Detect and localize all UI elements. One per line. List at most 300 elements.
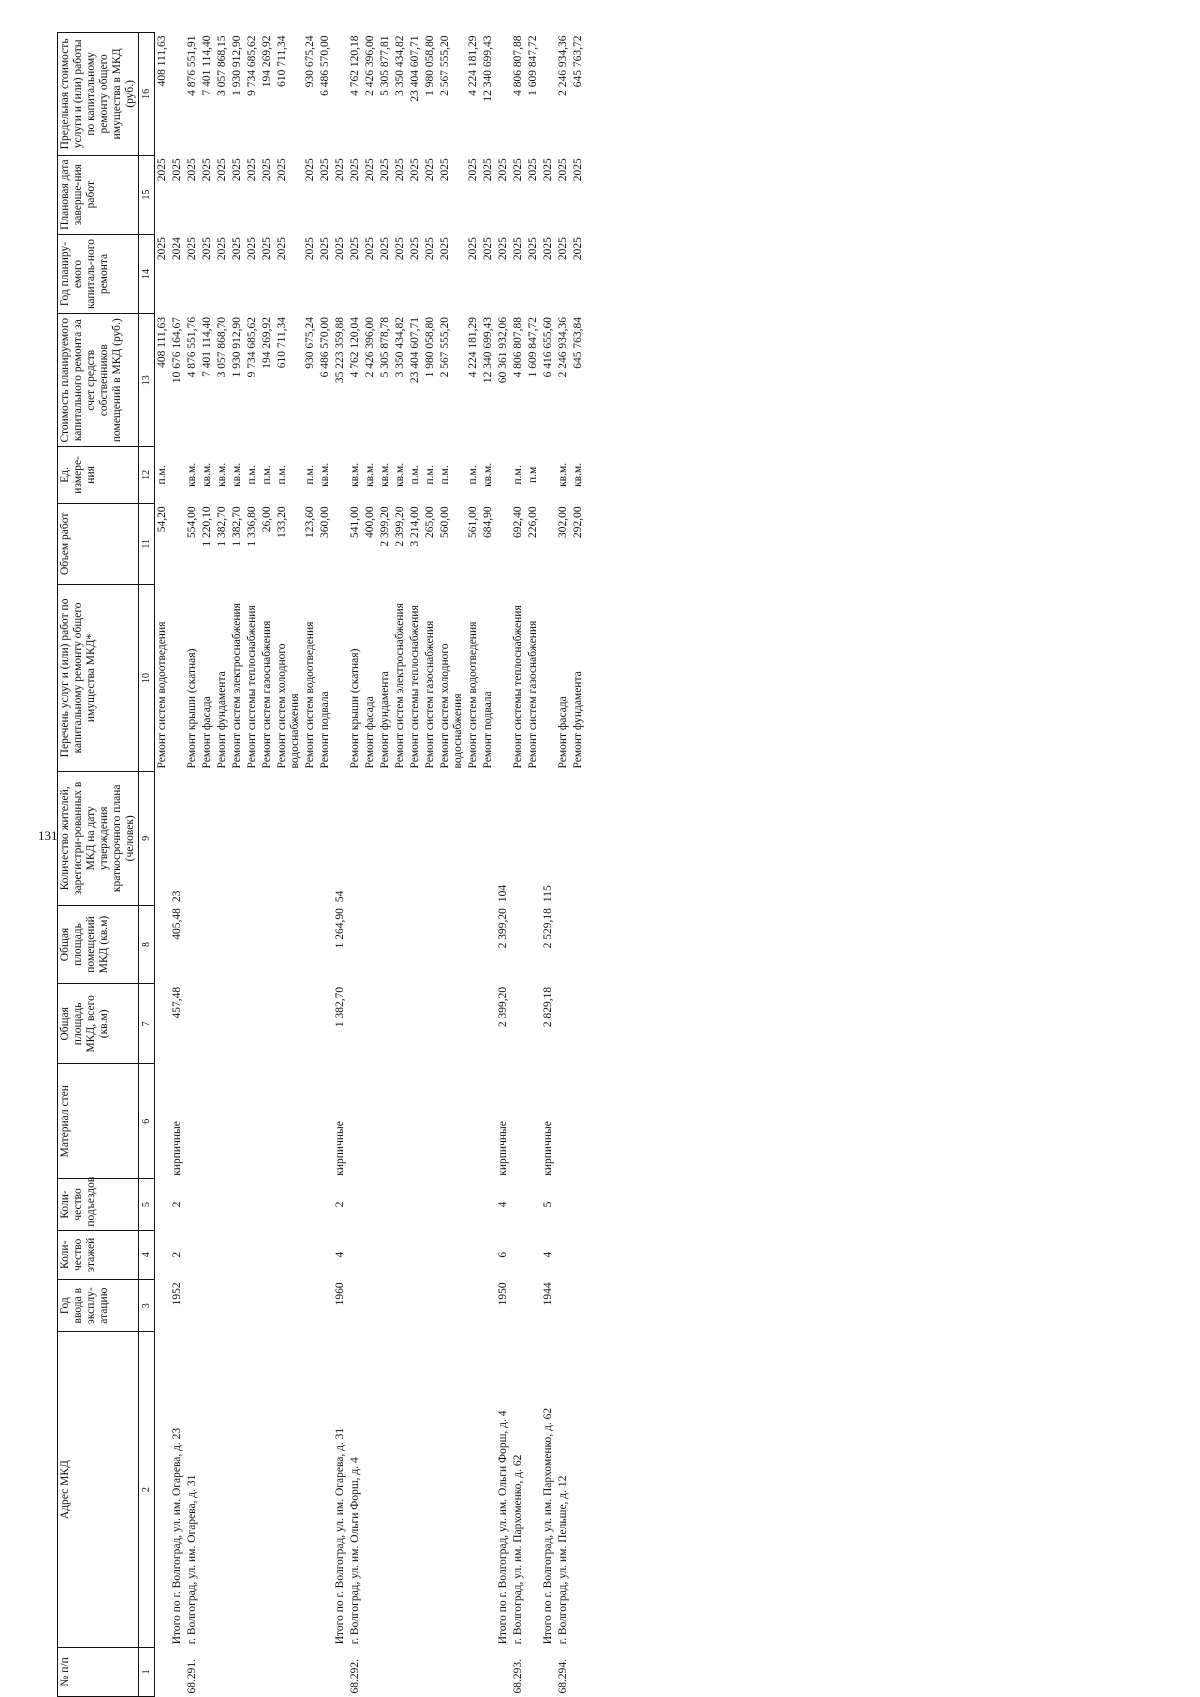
work-volume-cell: 1 382,70 bbox=[231, 506, 243, 547]
work-type-cell bbox=[496, 584, 511, 771]
column-number: 15 bbox=[139, 155, 155, 234]
completion-date-cell: 2025 bbox=[527, 158, 539, 182]
total-area-cell bbox=[378, 984, 393, 1064]
table-row bbox=[215, 33, 230, 1697]
rooms-area-cell bbox=[466, 905, 481, 984]
work-volume-cell: 292,00 bbox=[572, 506, 584, 538]
rooms-area-cell bbox=[260, 905, 275, 984]
year-built-cell bbox=[526, 1279, 541, 1332]
wall-material-cell bbox=[185, 1064, 200, 1179]
address-cell bbox=[363, 1332, 378, 1647]
residents-cell bbox=[393, 772, 408, 906]
limit-cost-cell: 3 350 434,82 bbox=[394, 35, 406, 96]
total-area-cell bbox=[215, 984, 230, 1064]
planned-cost-cell: 2 246 934,36 bbox=[557, 316, 569, 378]
year-built-cell: 1950 bbox=[497, 1282, 509, 1306]
total-area-cell bbox=[245, 984, 260, 1064]
repair-year-cell: 2025 bbox=[304, 237, 316, 261]
header-cell: Коли-чество подъездов bbox=[58, 1179, 139, 1230]
unit-cell: кв.м. bbox=[231, 462, 243, 487]
row-number-cell bbox=[541, 1647, 556, 1696]
wall-material-cell bbox=[423, 1064, 438, 1179]
limit-cost-cell: 930 675,24 bbox=[304, 35, 316, 88]
completion-date-cell: 2025 bbox=[542, 158, 554, 182]
address-cell bbox=[260, 1332, 275, 1647]
column-number-row bbox=[139, 33, 155, 1697]
rooms-area-cell bbox=[393, 905, 408, 984]
repair-year-cell: 2025 bbox=[394, 237, 406, 261]
unit-cell: п.м bbox=[527, 466, 539, 484]
column-number: 14 bbox=[139, 234, 155, 314]
floors-cell bbox=[393, 1230, 408, 1279]
limit-cost-cell: 1 980 058,80 bbox=[424, 35, 436, 96]
rooms-area-cell bbox=[481, 905, 496, 984]
rooms-area-cell bbox=[556, 905, 571, 984]
page-number: 131 bbox=[38, 828, 58, 843]
rooms-area-cell: 405,48 bbox=[171, 908, 183, 940]
planned-cost-cell: 1 980 058,80 bbox=[424, 316, 436, 378]
floors-cell bbox=[526, 1230, 541, 1279]
table-row bbox=[260, 33, 275, 1697]
work-type-cell: Ремонт систем газоснабжения bbox=[527, 620, 539, 769]
repair-year-cell: 2025 bbox=[246, 237, 258, 261]
unit-cell bbox=[170, 446, 185, 503]
row-number-cell bbox=[571, 1647, 586, 1696]
repair-year-cell: 2025 bbox=[527, 237, 539, 261]
column-number: 9 bbox=[139, 772, 155, 906]
unit-cell: п.м. bbox=[512, 465, 524, 485]
row-number-cell bbox=[303, 1647, 318, 1696]
completion-date-cell: 2025 bbox=[201, 158, 213, 182]
table-body bbox=[58, 33, 587, 1697]
work-volume-cell: 1 336,80 bbox=[246, 506, 258, 547]
residents-cell bbox=[556, 772, 571, 906]
total-area-cell bbox=[155, 984, 171, 1064]
year-built-cell bbox=[348, 1279, 363, 1332]
column-number: 16 bbox=[139, 33, 155, 156]
planned-cost-cell: 2 567 555,20 bbox=[439, 316, 451, 378]
limit-cost-cell: 12 340 699,43 bbox=[482, 35, 494, 102]
work-volume-cell: 560,00 bbox=[439, 506, 451, 538]
limit-cost-cell: 9 734 685,62 bbox=[246, 35, 258, 96]
planned-cost-cell: 930 675,24 bbox=[304, 316, 316, 369]
row-number-cell bbox=[363, 1647, 378, 1696]
work-type-cell: Ремонт систем водоотведения bbox=[156, 621, 168, 769]
rooms-area-cell bbox=[318, 905, 333, 984]
entrances-cell bbox=[155, 1179, 171, 1230]
wall-material-cell bbox=[526, 1064, 541, 1179]
wall-material-cell: кирпичные bbox=[542, 1121, 554, 1176]
planned-cost-cell: 5 305 878,78 bbox=[379, 316, 391, 378]
total-area-cell bbox=[318, 984, 333, 1064]
address-cell bbox=[230, 1332, 245, 1647]
row-number-cell: 68.292. bbox=[349, 1659, 361, 1694]
unit-cell: п.м. bbox=[276, 465, 288, 485]
rooms-area-cell bbox=[303, 905, 318, 984]
address-cell: г. Волгоград, ул. им. Огарева, д. 31 bbox=[186, 1474, 198, 1645]
entrances-cell bbox=[423, 1179, 438, 1230]
wall-material-cell bbox=[408, 1064, 423, 1179]
total-area-cell bbox=[556, 984, 571, 1064]
column-number: 2 bbox=[139, 1332, 155, 1647]
total-area-cell bbox=[481, 984, 496, 1064]
unit-cell: кв.м. bbox=[482, 462, 494, 487]
wall-material-cell bbox=[438, 1064, 466, 1179]
total-area-cell bbox=[348, 984, 363, 1064]
limit-cost-cell: 2 567 555,20 bbox=[439, 35, 451, 96]
total-area-cell bbox=[200, 984, 215, 1064]
wall-material-cell: кирпичные bbox=[497, 1121, 509, 1176]
floors-cell bbox=[556, 1230, 571, 1279]
work-volume-cell: 684,90 bbox=[482, 506, 494, 538]
row-number-cell bbox=[155, 1647, 171, 1696]
work-type-cell: Ремонт систем газоснабжения bbox=[261, 620, 273, 769]
repair-year-cell: 2025 bbox=[186, 237, 198, 261]
rooms-area-cell bbox=[511, 905, 526, 984]
work-type-cell: Ремонт крыши (скатная) bbox=[186, 648, 198, 769]
rooms-area-cell bbox=[378, 905, 393, 984]
floors-cell bbox=[260, 1230, 275, 1279]
row-number-cell bbox=[200, 1647, 215, 1696]
entrances-cell bbox=[511, 1179, 526, 1230]
planned-cost-cell: 35 223 359,88 bbox=[334, 316, 346, 384]
address-cell bbox=[275, 1332, 303, 1647]
entrances-cell: 2 bbox=[334, 1201, 346, 1208]
limit-cost-cell: 4 762 120,18 bbox=[349, 35, 361, 96]
work-type-cell: Ремонт подвала bbox=[319, 691, 331, 769]
work-volume-cell: 302,00 bbox=[557, 506, 569, 538]
total-area-cell bbox=[423, 984, 438, 1064]
planned-cost-cell: 6 416 655,60 bbox=[542, 316, 554, 378]
row-number-cell: 68.294. bbox=[557, 1659, 569, 1694]
unit-cell: п.м. bbox=[156, 465, 168, 485]
work-type-cell: Ремонт систем газоснабжения bbox=[424, 620, 436, 769]
completion-date-cell: 2025 bbox=[409, 158, 421, 182]
entrances-cell bbox=[245, 1179, 260, 1230]
header-cell: Перечень услуг и (или) работ по капитальному ремонту общего имущества МКД* bbox=[58, 584, 139, 771]
floors-cell bbox=[245, 1230, 260, 1279]
completion-date-cell: 2025 bbox=[467, 158, 479, 182]
completion-date-cell: 2025 bbox=[439, 158, 451, 182]
limit-cost-cell: 4 806 807,88 bbox=[512, 35, 524, 96]
floors-cell bbox=[230, 1230, 245, 1279]
rooms-area-cell bbox=[526, 905, 541, 984]
repair-year-cell: 2025 bbox=[512, 237, 524, 261]
planned-cost-cell: 6 486 570,00 bbox=[319, 316, 331, 378]
header-cell: Плановая дата заверше-ния работ bbox=[58, 155, 139, 234]
completion-date-cell: 2025 bbox=[304, 158, 316, 182]
floors-cell: 6 bbox=[497, 1251, 509, 1258]
total-area-cell: 457,48 bbox=[171, 986, 183, 1019]
entrances-cell bbox=[230, 1179, 245, 1230]
address-cell bbox=[215, 1332, 230, 1647]
planned-cost-cell: 12 340 699,43 bbox=[482, 316, 494, 384]
row-number-cell bbox=[215, 1647, 230, 1696]
year-built-cell bbox=[200, 1279, 215, 1332]
unit-cell: кв.м. bbox=[216, 462, 228, 487]
floors-cell bbox=[438, 1230, 466, 1279]
header-cell: Адрес МКД bbox=[58, 1332, 139, 1647]
planned-cost-cell: 4 762 120,04 bbox=[349, 316, 361, 378]
rooms-area-cell bbox=[155, 905, 171, 984]
repair-year-cell: 2025 bbox=[364, 237, 376, 261]
year-built-cell bbox=[438, 1279, 466, 1332]
column-number: 13 bbox=[139, 314, 155, 446]
unit-cell: п.м. bbox=[261, 465, 273, 485]
year-built-cell bbox=[378, 1279, 393, 1332]
work-type-cell: Ремонт систем холодного водоснабжения bbox=[439, 643, 464, 769]
entrances-cell bbox=[438, 1179, 466, 1230]
table-row bbox=[571, 33, 586, 1697]
unit-cell bbox=[496, 446, 511, 503]
work-volume-cell: 2 399,20 bbox=[394, 506, 406, 547]
table-row bbox=[318, 33, 333, 1697]
column-number: 11 bbox=[139, 503, 155, 584]
header-cell: Стоимость планируемого капитального ремонта за счет средств собственников помещений в МКД (руб.) bbox=[58, 314, 139, 446]
residents-cell bbox=[230, 772, 245, 906]
row-number-cell bbox=[496, 1647, 511, 1696]
work-volume-cell bbox=[170, 503, 185, 584]
year-built-cell bbox=[245, 1279, 260, 1332]
total-area-cell bbox=[466, 984, 481, 1064]
repair-year-cell: 2024 bbox=[171, 237, 183, 261]
repair-year-cell: 2025 bbox=[572, 237, 584, 261]
address-cell bbox=[155, 1332, 171, 1647]
year-built-cell bbox=[303, 1279, 318, 1332]
work-type-cell: Ремонт фундамента bbox=[379, 671, 391, 769]
floors-cell bbox=[215, 1230, 230, 1279]
capital-repair-table bbox=[57, 32, 586, 1697]
entrances-cell bbox=[556, 1179, 571, 1230]
row-number-cell bbox=[230, 1647, 245, 1696]
entrances-cell bbox=[363, 1179, 378, 1230]
planned-cost-cell: 23 404 607,71 bbox=[409, 316, 421, 384]
column-number: 1 bbox=[139, 1647, 155, 1696]
entrances-cell bbox=[571, 1179, 586, 1230]
row-number-cell bbox=[408, 1647, 423, 1696]
address-cell bbox=[245, 1332, 260, 1647]
residents-cell: 115 bbox=[542, 885, 554, 903]
floors-cell bbox=[318, 1230, 333, 1279]
rooms-area-cell bbox=[348, 905, 363, 984]
repair-year-cell: 2025 bbox=[156, 237, 168, 261]
wall-material-cell: кирпичные bbox=[334, 1121, 346, 1176]
row-number-cell bbox=[318, 1647, 333, 1696]
work-type-cell: Ремонт систем электроснабжения bbox=[394, 603, 406, 769]
year-built-cell bbox=[155, 1279, 171, 1332]
unit-cell: п.м. bbox=[304, 465, 316, 485]
header-cell: Объем работ bbox=[58, 503, 139, 584]
column-number: 5 bbox=[139, 1179, 155, 1230]
rooms-area-cell bbox=[245, 905, 260, 984]
year-built-cell bbox=[481, 1279, 496, 1332]
work-type-cell: Ремонт крыши (скатная) bbox=[349, 648, 361, 769]
header-cell: Год планиру-емого капиталь-ного ремонта bbox=[58, 234, 139, 314]
address-cell bbox=[571, 1332, 586, 1647]
work-volume-cell bbox=[496, 503, 511, 584]
wall-material-cell: кирпичные bbox=[171, 1121, 183, 1176]
work-type-cell: Ремонт системы теплоснабжения bbox=[246, 605, 258, 769]
address-cell bbox=[378, 1332, 393, 1647]
planned-cost-cell: 9 734 685,62 bbox=[246, 316, 258, 378]
wall-material-cell bbox=[318, 1064, 333, 1179]
repair-year-cell: 2025 bbox=[467, 237, 479, 261]
total-area-cell: 2 829,18 bbox=[542, 986, 554, 1028]
rooms-area-cell bbox=[438, 905, 466, 984]
entrances-cell bbox=[185, 1179, 200, 1230]
completion-date-cell: 2025 bbox=[512, 158, 524, 182]
wall-material-cell bbox=[393, 1064, 408, 1179]
work-type-cell: Ремонт фасада bbox=[201, 696, 213, 769]
table-row bbox=[511, 33, 526, 1697]
total-row bbox=[333, 33, 348, 1697]
work-volume-cell: 561,00 bbox=[467, 506, 479, 538]
year-built-cell: 1944 bbox=[542, 1282, 554, 1306]
header-cell: Материал стен bbox=[58, 1064, 139, 1179]
row-number-cell bbox=[526, 1647, 541, 1696]
entrances-cell bbox=[200, 1179, 215, 1230]
floors-cell: 4 bbox=[334, 1251, 346, 1258]
residents-cell bbox=[155, 772, 171, 906]
table-row bbox=[275, 33, 303, 1697]
unit-cell: кв.м. bbox=[572, 462, 584, 487]
wall-material-cell bbox=[363, 1064, 378, 1179]
work-volume-cell: 123,60 bbox=[304, 506, 316, 538]
rooms-area-cell bbox=[571, 905, 586, 984]
work-type-cell: Ремонт подвала bbox=[482, 691, 494, 769]
entrances-cell bbox=[378, 1179, 393, 1230]
address-cell: г. Волгоград, ул. им. Ольги Форш, д. 4 bbox=[349, 1457, 361, 1645]
floors-cell bbox=[408, 1230, 423, 1279]
completion-date-cell: 2025 bbox=[319, 158, 331, 182]
wall-material-cell bbox=[378, 1064, 393, 1179]
address-cell: Итого по г. Волгоград, ул. им. Пархоменко, д. 62 bbox=[542, 1407, 554, 1645]
table-row bbox=[393, 33, 408, 1697]
work-volume-cell: 554,00 bbox=[186, 506, 198, 538]
repair-year-cell: 2025 bbox=[482, 237, 494, 261]
address-cell bbox=[423, 1332, 438, 1647]
limit-cost-cell: 408 111,63 bbox=[156, 35, 168, 87]
work-volume-cell: 265,00 bbox=[424, 506, 436, 538]
completion-date-cell: 2025 bbox=[276, 158, 288, 182]
work-volume-cell bbox=[541, 503, 556, 584]
work-volume-cell: 541,00 bbox=[349, 506, 361, 538]
repair-year-cell: 2025 bbox=[497, 237, 509, 261]
unit-cell: кв.м. bbox=[201, 462, 213, 487]
limit-cost-cell: 645 763,72 bbox=[572, 35, 584, 88]
wall-material-cell bbox=[481, 1064, 496, 1179]
floors-cell: 2 bbox=[171, 1251, 183, 1258]
floors-cell bbox=[348, 1230, 363, 1279]
total-area-cell: 1 382,70 bbox=[334, 986, 346, 1028]
repair-year-cell: 2025 bbox=[276, 237, 288, 261]
entrances-cell bbox=[526, 1179, 541, 1230]
floors-cell: 4 bbox=[542, 1251, 554, 1258]
planned-cost-cell: 7 401 114,40 bbox=[201, 316, 213, 377]
work-volume-cell: 26,00 bbox=[261, 506, 273, 533]
total-row bbox=[170, 33, 185, 1697]
completion-date-cell: 2025 bbox=[231, 158, 243, 182]
repair-year-cell: 2025 bbox=[542, 237, 554, 261]
planned-cost-cell: 4 224 181,29 bbox=[467, 316, 479, 378]
table-row bbox=[556, 33, 571, 1697]
completion-date-cell: 2025 bbox=[246, 158, 258, 182]
repair-year-cell: 2025 bbox=[557, 237, 569, 261]
completion-date-cell: 2025 bbox=[171, 158, 183, 182]
repair-year-cell: 2025 bbox=[379, 237, 391, 261]
row-number-cell bbox=[438, 1647, 466, 1696]
year-built-cell bbox=[260, 1279, 275, 1332]
total-row bbox=[496, 33, 511, 1697]
rooms-area-cell: 1 264,90 bbox=[334, 908, 346, 949]
work-type-cell: Ремонт систем электроснабжения bbox=[231, 603, 243, 769]
address-cell: г. Волгоград, ул. им. Пельше, д. 12 bbox=[557, 1475, 569, 1645]
residents-cell: 23 bbox=[171, 890, 183, 903]
table-row bbox=[408, 33, 423, 1697]
work-type-cell bbox=[333, 584, 348, 771]
entrances-cell bbox=[318, 1179, 333, 1230]
rooms-area-cell bbox=[200, 905, 215, 984]
work-volume-cell: 133,20 bbox=[276, 506, 288, 538]
address-cell: Итого по г. Волгоград, ул. им. Ольги Форш, д. 4 bbox=[497, 1410, 509, 1645]
entrances-cell bbox=[275, 1179, 303, 1230]
rooms-area-cell bbox=[275, 905, 303, 984]
work-volume-cell bbox=[333, 503, 348, 584]
completion-date-cell: 2025 bbox=[186, 158, 198, 182]
limit-cost-cell: 5 305 877,81 bbox=[379, 35, 391, 96]
total-area-cell bbox=[303, 984, 318, 1064]
completion-date-cell: 2025 bbox=[216, 158, 228, 182]
unit-cell: п.м. bbox=[439, 465, 451, 485]
year-built-cell bbox=[408, 1279, 423, 1332]
completion-date-cell: 2025 bbox=[497, 158, 509, 182]
planned-cost-cell: 3 057 868,70 bbox=[216, 316, 228, 378]
floors-cell bbox=[155, 1230, 171, 1279]
planned-cost-cell: 1 609 847,72 bbox=[527, 316, 539, 378]
table-row bbox=[303, 33, 318, 1697]
limit-cost-cell: 4 876 551,91 bbox=[186, 35, 198, 96]
work-volume-cell: 360,00 bbox=[319, 506, 331, 538]
column-number: 10 bbox=[139, 584, 155, 771]
header-cell: № п/п bbox=[58, 1647, 139, 1696]
entrances-cell bbox=[466, 1179, 481, 1230]
header-row bbox=[58, 33, 139, 1697]
total-area-cell bbox=[571, 984, 586, 1064]
completion-date-cell: 2025 bbox=[334, 158, 346, 182]
address-cell bbox=[438, 1332, 466, 1647]
limit-cost-cell: 1 609 847,72 bbox=[527, 35, 539, 96]
year-built-cell bbox=[393, 1279, 408, 1332]
residents-cell bbox=[363, 772, 378, 906]
planned-cost-cell: 610 711,34 bbox=[276, 316, 288, 369]
year-built-cell bbox=[275, 1279, 303, 1332]
floors-cell bbox=[363, 1230, 378, 1279]
repair-year-cell: 2025 bbox=[439, 237, 451, 261]
limit-cost-cell bbox=[333, 33, 348, 156]
work-type-cell: Ремонт систем водоотведения bbox=[467, 621, 479, 769]
completion-date-cell: 2025 bbox=[349, 158, 361, 182]
wall-material-cell bbox=[348, 1064, 363, 1179]
unit-cell: кв.м. bbox=[394, 462, 406, 487]
total-area-cell: 2 399,20 bbox=[497, 986, 509, 1028]
planned-cost-cell: 1 930 912,90 bbox=[231, 316, 243, 378]
year-built-cell bbox=[571, 1279, 586, 1332]
completion-date-cell: 2025 bbox=[394, 158, 406, 182]
year-built-cell bbox=[363, 1279, 378, 1332]
wall-material-cell bbox=[556, 1064, 571, 1179]
row-number-cell bbox=[260, 1647, 275, 1696]
total-area-cell bbox=[393, 984, 408, 1064]
